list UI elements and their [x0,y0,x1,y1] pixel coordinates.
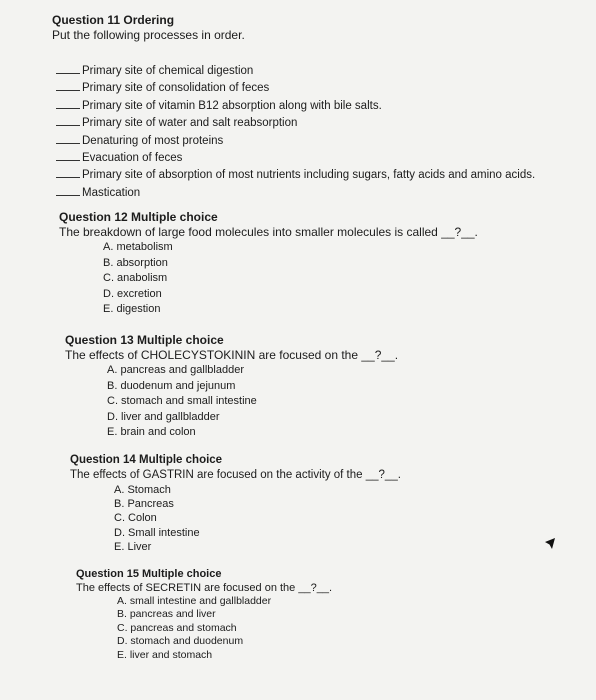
options-list [114,483,401,554]
question-14 [70,453,401,554]
question-title: Question 14 Multiple choice [70,454,223,466]
answer-option[interactable]: A. Stomach [114,484,171,496]
question-prompt: The effects of CHOLECYSTOKININ are focused on the __?__. [65,348,399,362]
ordering-item [56,132,535,149]
question-title: Question 15 Multiple choice [76,568,222,580]
answer-option[interactable]: D. excretion [103,287,162,300]
answer-option[interactable]: E. liver and stomach [117,648,213,661]
answer-option[interactable]: E. Liver [114,540,152,553]
answer-option[interactable]: C. pancreas and stomach [117,621,237,634]
ordering-item-label: Evacuation of feces [82,152,183,165]
ordering-item [56,149,535,166]
answer-option[interactable]: B. duodenum and jejunum [107,379,236,392]
answer-blank[interactable] [56,62,80,74]
options-list [117,595,332,662]
answer-option[interactable]: C. anabolism [103,272,168,284]
answer-blank[interactable] [56,132,80,144]
question-13 [65,333,398,441]
answer-blank[interactable] [56,184,80,196]
ordering-item [56,79,535,96]
answer-option[interactable]: A. metabolism [103,241,173,253]
question-title: Question 11 Ordering [52,13,175,27]
answer-option[interactable]: B. absorption [103,256,168,269]
ordering-list [56,62,535,201]
ordering-item-label: Primary site of water and salt reabsorption [82,117,298,130]
ordering-item-label: Primary site of vitamin B12 absorption along with bile salts. [82,99,382,112]
mouse-pointer-icon [542,536,558,552]
answer-option[interactable]: D. stomach and duodenum [117,635,244,648]
ordering-item [56,166,535,183]
ordering-item-label: Primary site of consolidation of feces [82,82,270,95]
question-11 [52,13,535,201]
question-prompt: The breakdown of large food molecules into smaller molecules is called __?__. [59,225,478,239]
question-15 [76,567,332,662]
answer-option[interactable]: E. digestion [103,303,161,315]
question-prompt: The effects of GASTRIN are focused on the activity of the __?__. [70,469,401,481]
answer-blank[interactable] [56,114,80,126]
answer-option[interactable]: B. Pancreas [114,498,174,511]
answer-blank[interactable] [56,166,80,178]
question-title: Question 13 Multiple choice [65,333,224,347]
answer-option[interactable]: A. small intestine and gallbladder [117,595,272,607]
ordering-item-label: Primary site of chemical digestion [82,65,254,77]
ordering-item [56,97,535,114]
ordering-item [56,114,535,131]
question-prompt: The effects of SECRETIN are focused on the __?__. [76,582,332,594]
answer-option[interactable]: C. stomach and small intestine [107,395,257,407]
answer-blank[interactable] [56,79,80,91]
answer-option[interactable]: D. liver and gallbladder [107,410,220,423]
question-prompt: Put the following processes in order. [52,28,245,42]
answer-option[interactable]: A. pancreas and gallbladder [107,364,244,376]
answer-blank[interactable] [56,149,80,161]
answer-blank[interactable] [56,97,80,109]
answer-option[interactable]: B. pancreas and liver [117,608,216,621]
question-title: Question 12 Multiple choice [59,210,218,224]
answer-option[interactable]: C. Colon [114,512,157,525]
ordering-item-label: Mastication [82,186,141,199]
options-list [103,240,478,318]
ordering-item [56,62,535,79]
answer-option[interactable]: D. Small intestine [114,526,200,539]
answer-option[interactable]: E. brain and colon [107,426,196,438]
options-list [107,363,398,441]
question-12 [59,210,478,318]
ordering-item-label: Primary site of absorption of most nutrients including sugars, fatty acids and amino acids. [82,169,536,182]
ordering-item [56,184,535,201]
ordering-item-label: Denaturing of most proteins [82,134,224,147]
